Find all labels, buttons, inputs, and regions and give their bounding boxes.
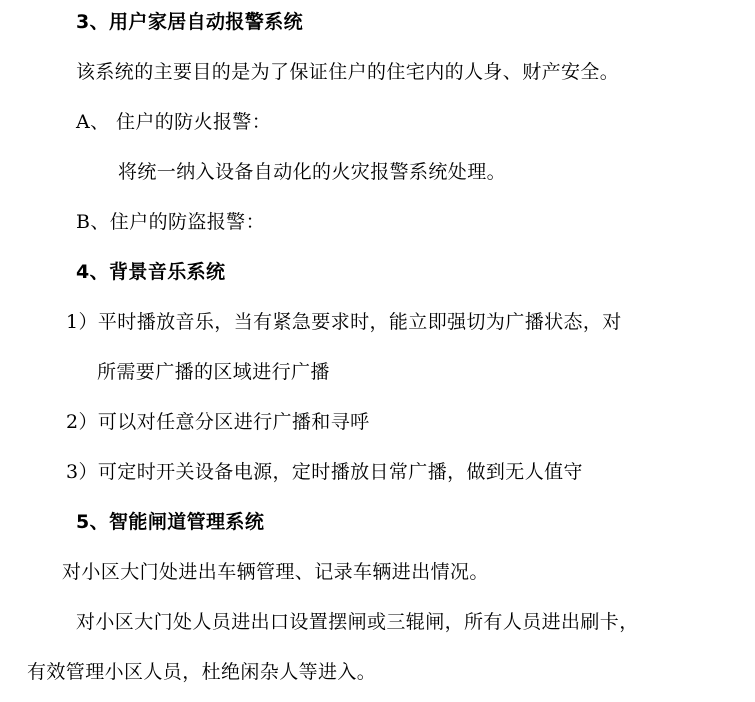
section-4-item-1-line-2: 所需要广播的区域进行广播	[97, 361, 330, 383]
section-5-paragraph-1: 对小区大门处进出车辆管理、记录车辆进出情况。	[62, 561, 489, 583]
section-4-item-2: 2）可以对任意分区进行广播和寻呼	[66, 411, 370, 433]
section-3-heading: 3、用户家居自动报警系统	[76, 11, 304, 33]
section-3-intro: 该系统的主要目的是为了保证住户的住宅内的人身、财产安全。	[76, 61, 620, 83]
section-3-item-a-detail: 将统一纳入设备自动化的火灾报警系统处理。	[118, 161, 507, 183]
section-3-item-b: B、住户的防盗报警：	[76, 211, 265, 233]
section-5-paragraph-2-line-1: 对小区大门处人员进出口设置摆闸或三辊闸，所有人员进出刷卡，	[76, 611, 639, 633]
section-5-paragraph-2-line-2: 有效管理小区人员，杜绝闲杂人等进入。	[27, 661, 377, 683]
section-5-heading: 5、智能闸道管理系统	[76, 511, 265, 533]
section-3-item-a: A、 住户的防火报警：	[76, 111, 272, 133]
section-4-heading: 4、背景音乐系统	[76, 261, 226, 283]
section-4-item-3: 3）可定时开关设备电源，定时播放日常广播，做到无人值守	[66, 461, 583, 483]
section-4-item-1-line-1: 1）平时播放音乐，当有紧急要求时，能立即强切为广播状态，对	[66, 311, 622, 333]
